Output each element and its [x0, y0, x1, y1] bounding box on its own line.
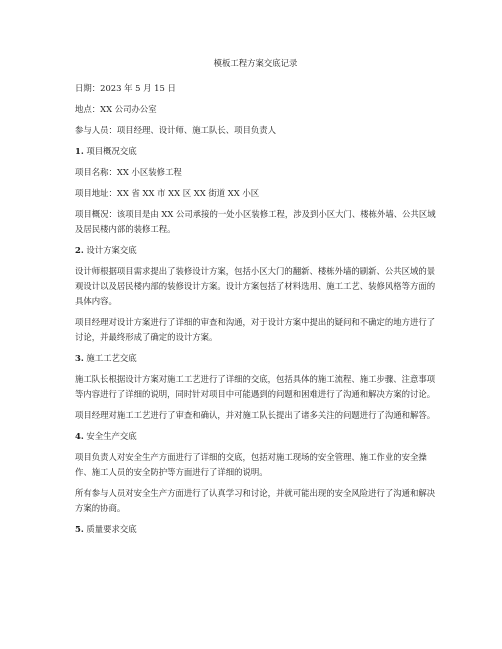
section-paragraph: 项目经理对设计方案进行了详细的审查和沟通，对于设计方案中提出的疑问和不确定的地方进行了讨论，并最终形成了确定的设计方案。 — [75, 317, 436, 342]
section-title: 质量要求交底 — [83, 524, 137, 534]
section-paragraph: 所有参与人员对安全生产方面进行了认真学习和讨论，并就可能出现的安全风险进行了沟通和解决方案的协商。 — [75, 488, 436, 513]
section-number: 3. — [75, 353, 84, 363]
section-number: 2. — [75, 245, 84, 255]
section-number: 4. — [75, 431, 84, 441]
section-paragraph: 项目负责人对安全生产方面进行了详细的交底，包括对施工现场的安全管理、施工作业的安全操作、施工人员的安全防护等方面进行了详细的说明。 — [75, 452, 427, 477]
section-number: 1. — [75, 146, 84, 156]
section-paragraph: 项目地址：XX 省 XX 市 XX 区 XX 街道 XX 小区 — [75, 188, 260, 198]
section-title: 项目概况交底 — [83, 146, 137, 156]
section-paragraph: 施工队长根据设计方案对施工工艺进行了详细的交底，包括具体的施工流程、施工步骤、注意事项等内容进行了详细的说明，同时针对项目中可能遇到的问题和困难进行了沟通和解决方案的讨论。 — [75, 374, 436, 399]
document-title: 模板工程方案交底记录 — [213, 58, 298, 68]
section-heading — [75, 243, 442, 258]
section-paragraph: 设计师根据项目需求提出了装修设计方案，包括小区大门的翻新、楼栋外墙的刷新、公共区域的景观设计以及居民楼内部的装修设计方案。设计方案包括了材料选用、施工工艺、装修风格等方面的具体内容。 — [75, 266, 436, 306]
meta-location: 地点：XX 公司办公室 — [75, 104, 157, 114]
section-paragraph: 项目概况：该项目是由 XX 公司承接的一处小区装修工程，涉及到小区大门、楼栋外墙、公共区域及居民楼内部的装修工程。 — [75, 209, 436, 234]
section-title: 设计方案交底 — [83, 245, 137, 255]
section-paragraph: 项目经理对施工工艺进行了审查和确认，并对施工队长提出了诸多关注的问题进行了沟通和解答。 — [75, 410, 436, 420]
section-heading — [75, 144, 442, 159]
section-number: 5. — [75, 524, 84, 534]
section-title: 施工工艺交底 — [83, 353, 137, 363]
section-heading — [75, 522, 442, 537]
section-heading — [75, 351, 442, 366]
section-paragraph: 项目名称：XX 小区装修工程 — [75, 167, 182, 177]
meta-date: 日期：2023 年 5 月 15 日 — [75, 83, 176, 93]
section-heading — [75, 429, 442, 444]
meta-participants: 参与人员：项目经理、设计师、施工队长、项目负责人 — [75, 125, 276, 135]
section-title: 安全生产交底 — [83, 431, 137, 441]
